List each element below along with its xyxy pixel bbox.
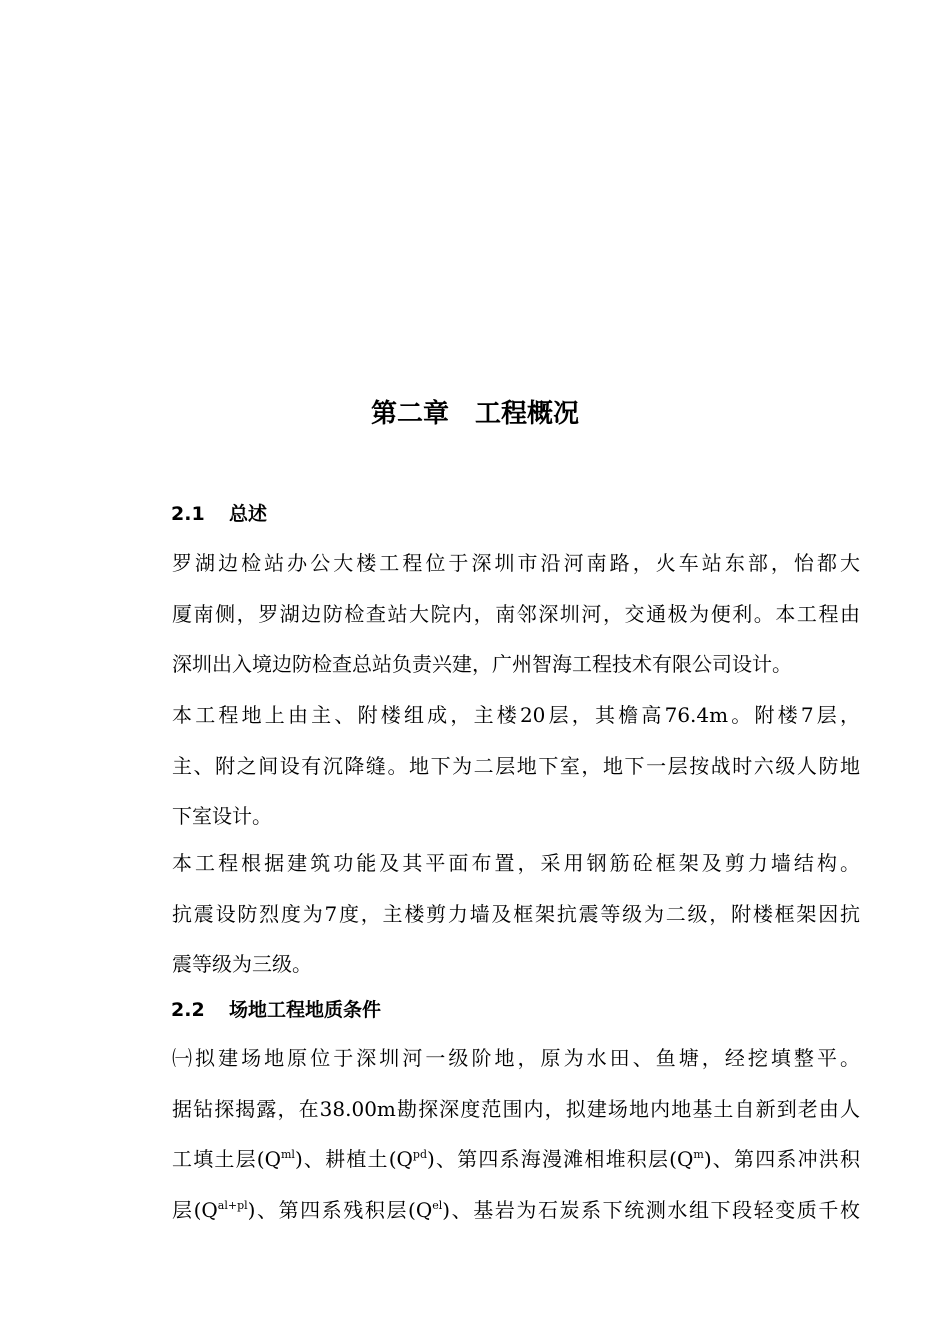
superscript: pd [412, 1148, 428, 1161]
section-number: 2.1 [171, 503, 205, 525]
paragraph-line: ㈠拟建场地原位于深圳河一级阶地，原为水田、鱼塘，经挖填整平。 [172, 1046, 860, 1070]
section-number: 2.2 [171, 999, 205, 1021]
paragraph-line: 本工程地上由主、附楼组成，主楼20层，其檐高76.4m。附楼7层， [172, 703, 860, 727]
text-run: )、第四系冲洪积 [703, 1147, 860, 1171]
superscript: al+pl [217, 1198, 248, 1212]
section-title: 场地工程地质条件 [229, 999, 382, 1021]
paragraph-line: 抗震设防烈度为7度，主楼剪力墙及框架抗震等级为二级，附楼框架因抗 [172, 901, 860, 926]
text-run: )、第四系残积层(Q [247, 1197, 433, 1222]
superscript: el [432, 1198, 443, 1212]
text-run: 层(Q [172, 1197, 218, 1222]
paragraph-line: 震等级为三级。 [172, 952, 312, 976]
section-title: 总述 [229, 503, 268, 525]
chapter-title: 第二章 工程概况 [370, 399, 579, 429]
paragraph-line: 本工程根据建筑功能及其平面布置，采用钢筋砼框架及剪力墙结构。 [172, 851, 860, 875]
paragraph-line: 下室设计。 [172, 804, 272, 828]
paragraph-overview-structure [128, 838, 860, 990]
text-run: )、第四系海漫滩相堆积层(Q [427, 1147, 694, 1171]
paragraph-line-formations [128, 1185, 860, 1236]
text-run: )、基岩为石炭系下统测水组下段轻变质千枚 [442, 1197, 860, 1222]
paragraph-line: 主、附之间设有沉降缝。地下为二层地下室，地下一层按战时六级人防地 [172, 753, 860, 778]
superscript: m [693, 1148, 704, 1161]
paragraph-geology [128, 1033, 860, 1235]
paragraph-line: 罗湖边检站办公大楼工程位于深圳市沿河南路，火车站东部，怡都大 [172, 551, 860, 575]
section-heading-2-1 [171, 500, 267, 528]
paragraph-overview-location [128, 538, 860, 690]
superscript: ml [280, 1148, 295, 1161]
text-run: )、耕植土(Q [294, 1147, 413, 1171]
paragraph-line: 厦南侧，罗湖边防检查站大院内，南邻深圳河，交通极为便利。本工程由 [172, 601, 860, 626]
text-run: 工填土层(Q [172, 1147, 281, 1171]
paragraph-line: 深圳出入境边防检查总站负责兴建，广州智海工程技术有限公司设计。 [172, 652, 792, 676]
paragraph-line: 据钻探揭露，在38.00m勘探深度范围内，拟建场地内地基土自新到老由人 [172, 1096, 860, 1121]
paragraph-overview-buildings [128, 690, 860, 842]
section-heading-2-2 [171, 996, 381, 1024]
paragraph-line-formations [128, 1134, 860, 1185]
